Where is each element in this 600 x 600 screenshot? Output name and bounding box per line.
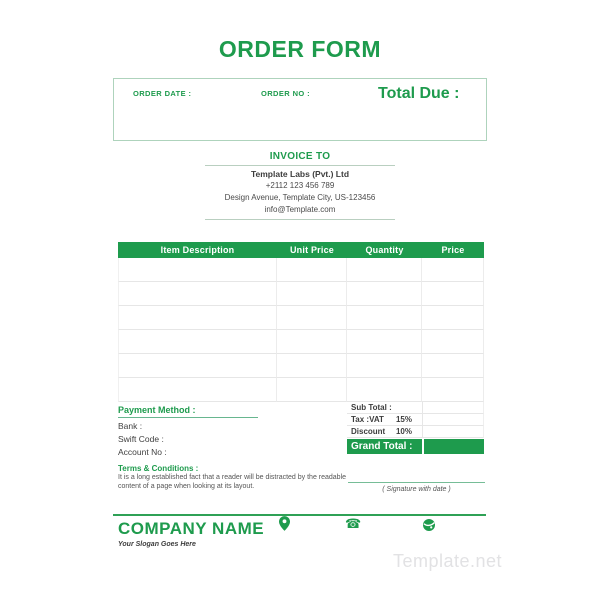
col-header-item-description: Item Description [160,245,235,255]
items-table-body [118,258,484,402]
items-table-cell [422,282,484,306]
subtotal-label: Sub Total : [351,403,392,412]
items-table-empty-row [118,330,484,354]
discount-label: Discount [351,427,386,436]
items-table-empty-row [118,378,484,402]
invoice-divider-top [205,165,395,166]
discount-value-cell [422,426,484,438]
invoice-to-heading: INVOICE TO [269,151,331,162]
items-table-cell [277,282,347,306]
total-due-label: Total Due : [378,85,460,102]
terms-heading: Terms & Conditions : [118,464,199,473]
items-table-cell [422,354,484,378]
tax-label: Tax :VAT [351,415,384,424]
subtotal-row [347,402,484,414]
footer-divider [113,514,486,516]
items-table-cell [347,378,422,402]
items-table-cell [347,258,422,282]
invoice-address: Design Avenue, Template City, US-123456 [224,193,376,202]
grand-total-value-cell [424,439,484,454]
tax-value-cell [422,414,484,426]
items-table-empty-row [118,282,484,306]
col-header-quantity: Quantity [365,245,404,255]
invoice-divider-bottom [205,219,395,220]
items-table-cell [118,330,277,354]
bank-label: Bank : [118,421,143,431]
items-table-cell [118,282,277,306]
items-table-cell [118,258,277,282]
items-table-cell [118,306,277,330]
items-table-empty-row [118,306,484,330]
items-table-empty-row [118,354,484,378]
discount-row [347,426,484,438]
items-table-cell [422,378,484,402]
tax-row [347,414,484,426]
items-table-cell [422,258,484,282]
items-table-cell [347,354,422,378]
totals-grid [347,402,484,438]
grand-total-label: Grand Total : [347,439,422,454]
items-table-cell [422,306,484,330]
terms-body-text: It is a long established fact that a reader will be distracted by the readable content of a page when looking at its layout. [118,474,347,490]
items-table-cell [277,306,347,330]
footer-slogan: Your Slogan Goes Here [118,541,196,548]
items-table-cell [118,354,277,378]
col-header-price: Price [441,245,465,255]
grand-total-row [347,439,484,454]
template-net-watermark: Template.net [393,551,503,571]
telephone-icon: ☎ [345,517,362,532]
invoice-phone: +2112 123 456 789 [265,181,335,190]
items-table-cell [347,282,422,306]
swift-code-label: Swift Code : [118,434,164,444]
items-table-cell [277,330,347,354]
items-table [118,242,484,402]
order-date-label: ORDER DATE : [133,89,192,98]
order-no-label: ORDER NO : [261,89,310,98]
items-table-cell [347,306,422,330]
items-table-header-row [118,242,484,258]
items-table-empty-row [118,258,484,282]
items-table-cell [422,330,484,354]
location-pin-icon [279,516,290,531]
invoice-company-name: Template Labs (Pvt.) Ltd [250,169,350,179]
footer-company-name: COMPANY NAME [118,519,265,538]
items-table-cell [277,354,347,378]
signature-line [348,482,485,483]
items-table-cell [347,330,422,354]
globe-icon [423,519,435,531]
items-table-cell [277,378,347,402]
page-title: ORDER FORM [218,36,382,62]
account-no-label: Account No : [118,447,167,457]
col-header-unit-price: Unit Price [289,245,334,255]
signature-caption: ( Signature with date ) [382,486,451,493]
payment-method-underline [118,417,258,418]
tax-value: 15% [395,415,412,424]
payment-method-heading: Payment Method : [118,405,196,415]
invoice-email: info@Template.com [264,205,336,214]
discount-value: 10% [395,427,412,436]
items-table-cell [118,378,277,402]
items-table-cell [277,258,347,282]
subtotal-value-cell [422,402,484,414]
